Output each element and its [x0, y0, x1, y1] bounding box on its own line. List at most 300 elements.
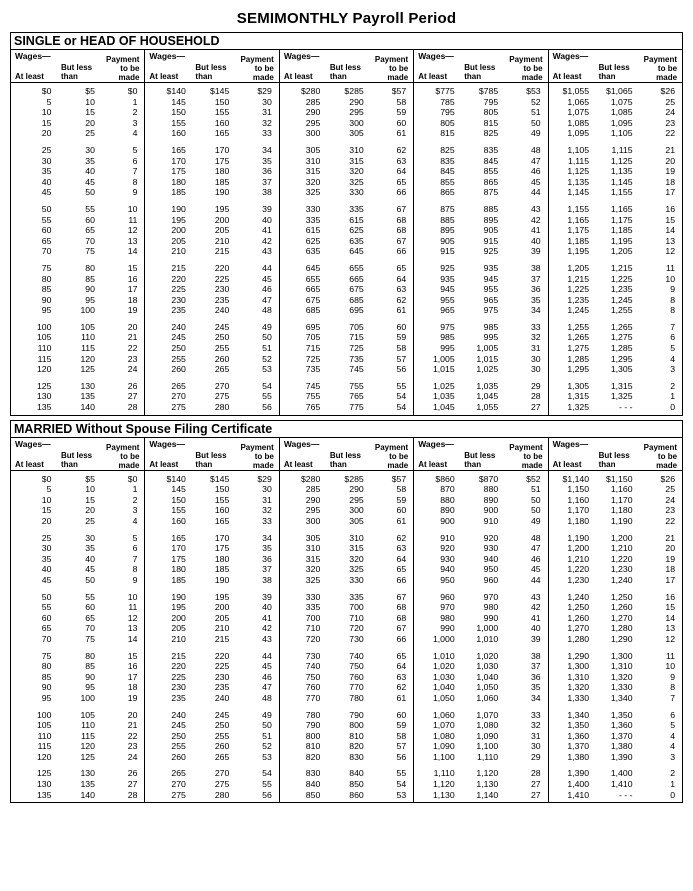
cell-at-least: 1,360: [567, 730, 590, 741]
cell-but-less-than: 280: [214, 402, 230, 413]
cell-at-least: 125: [36, 768, 52, 779]
cell-but-less-than: 200: [214, 214, 230, 225]
table-row: [414, 634, 547, 645]
cell-but-less-than: 945: [483, 273, 499, 284]
cell-but-less-than: $1,150: [605, 473, 633, 484]
cell-at-least: 1,035: [432, 391, 455, 402]
table-row: [549, 187, 682, 198]
cell-but-less-than: 1,115: [611, 144, 633, 155]
cell-but-less-than: 1,235: [610, 284, 633, 295]
cell-but-less-than: 100: [80, 692, 95, 703]
cell-payment: 58: [396, 484, 407, 495]
table-row: [414, 145, 547, 156]
table-row: [549, 731, 682, 742]
cell-at-least: 1,220: [567, 564, 590, 575]
cell-payment: 66: [396, 574, 407, 585]
cell-payment: 20: [665, 543, 676, 554]
table-row: [549, 145, 682, 156]
table-row: [549, 613, 682, 624]
cell-at-least: 205: [171, 623, 186, 634]
table-row: [280, 564, 413, 575]
table-row: [11, 484, 144, 495]
table-row: [145, 128, 278, 139]
table-row: [549, 533, 682, 544]
cell-but-less-than: 230: [214, 284, 230, 295]
cell-but-less-than: 1,070: [476, 709, 499, 720]
but-less-than-label: But less than: [598, 450, 630, 469]
section-married-without-spouse-filing-certificate: [10, 420, 683, 804]
table-row: [11, 145, 144, 156]
cell-at-least: 315: [305, 553, 321, 564]
table-row: [11, 274, 144, 285]
cell-payment: 62: [396, 682, 407, 693]
cell-but-less-than: 225: [214, 273, 230, 284]
cell-at-least: 200: [171, 612, 186, 623]
cell-payment: 68: [396, 214, 407, 225]
cell-but-less-than: 105: [80, 321, 95, 332]
cell-payment: 24: [665, 107, 676, 118]
cell-payment: 56: [262, 789, 272, 800]
table-row: [11, 204, 144, 215]
table-row: [549, 391, 682, 402]
wage-bracket-table: [145, 474, 278, 801]
cell-at-least: 40: [41, 564, 52, 575]
cell-payment: $57: [391, 473, 407, 484]
table-row: [280, 533, 413, 544]
cell-but-less-than: 20: [85, 117, 95, 128]
cell-payment: 60: [396, 321, 407, 332]
table-row: [280, 661, 413, 672]
cell-payment: 50: [530, 117, 541, 128]
table-row: [11, 322, 144, 333]
cell-at-least: 805: [440, 117, 455, 128]
cell-but-less-than: 1,215: [610, 262, 633, 273]
table-row: [145, 215, 278, 226]
wage-column: [280, 438, 414, 803]
cell-but-less-than: 740: [349, 650, 364, 661]
cell-payment: 33: [530, 321, 541, 332]
table-row: [11, 661, 144, 672]
table-row: [549, 752, 682, 763]
cell-but-less-than: 890: [483, 494, 499, 505]
table-row: [549, 305, 682, 316]
cell-but-less-than: 90: [85, 671, 95, 682]
cell-but-less-than: 330: [349, 187, 364, 198]
table-row: [145, 720, 278, 731]
cell-at-least: 1,170: [567, 505, 590, 516]
cell-at-least: 1,075: [567, 107, 590, 118]
cell-payment: 67: [396, 623, 407, 634]
cell-but-less-than: 905: [483, 225, 499, 236]
cell-payment: 4: [132, 516, 138, 526]
table-row: [414, 284, 547, 295]
cell-at-least: 750: [305, 671, 321, 682]
cell-at-least: 1,400: [567, 779, 590, 790]
table-row: [549, 177, 682, 188]
cell-at-least: 80: [41, 273, 52, 284]
table-row: [11, 236, 144, 247]
cell-but-less-than: 895: [483, 214, 499, 225]
wage-column: [145, 50, 279, 415]
cell-but-less-than: 95: [85, 294, 95, 305]
cell-payment: 42: [262, 623, 272, 634]
cell-but-less-than: 195: [214, 591, 230, 602]
cell-at-least: 1,090: [432, 741, 455, 752]
cell-at-least: 815: [440, 128, 455, 139]
wage-bracket-table: [11, 86, 144, 413]
cell-at-least: 1,240: [567, 591, 590, 602]
table-row: [414, 516, 547, 527]
cell-at-least: 275: [171, 789, 186, 800]
cell-at-least: 835: [440, 155, 455, 166]
cell-but-less-than: 45: [85, 564, 95, 575]
cell-at-least: 625: [305, 235, 321, 246]
table-row: [280, 543, 413, 554]
cell-but-less-than: 240: [214, 692, 230, 703]
cell-payment: 65: [396, 564, 407, 575]
cell-but-less-than: $145: [210, 473, 230, 484]
cell-at-least: 745: [305, 380, 321, 391]
table-row: [280, 474, 413, 485]
table-row: [414, 790, 547, 801]
cell-payment: 49: [262, 709, 272, 720]
cell-at-least: 1,115: [567, 155, 590, 166]
table-row: [414, 741, 547, 752]
cell-at-least: 130: [36, 391, 52, 402]
cell-payment: 52: [530, 96, 541, 107]
cell-payment: 40: [262, 602, 272, 613]
table-row: [145, 236, 278, 247]
cell-but-less-than: 1,030: [476, 661, 499, 672]
cell-payment: 14: [127, 633, 138, 644]
cell-but-less-than: 225: [214, 661, 230, 672]
cell-but-less-than: 75: [85, 246, 95, 257]
table-row: [414, 364, 547, 375]
cell-payment: 16: [127, 273, 138, 284]
cell-at-least: 190: [171, 203, 186, 214]
wages-label: Wages—: [15, 51, 51, 61]
cell-at-least: 105: [36, 332, 52, 343]
cell-at-least: 1,060: [432, 709, 455, 720]
cell-payment: 58: [396, 343, 407, 354]
table-row: [145, 118, 278, 129]
cell-payment: 60: [396, 505, 407, 516]
table-row: [280, 634, 413, 645]
cell-but-less-than: 760: [349, 671, 364, 682]
cell-but-less-than: 1,165: [610, 203, 633, 214]
wage-bracket-table: [11, 474, 144, 801]
table-row: [414, 554, 547, 565]
cell-at-least: 145: [171, 484, 186, 495]
cell-at-least: 325: [305, 187, 321, 198]
cell-at-least: 25: [41, 144, 52, 155]
cell-but-less-than: 220: [214, 650, 230, 661]
table-row: [280, 156, 413, 167]
cell-at-least: 70: [41, 633, 52, 644]
cell-payment: 32: [530, 332, 541, 343]
cell-at-least: 210: [171, 246, 186, 257]
cell-but-less-than: 1,155: [610, 187, 633, 198]
cell-payment: 64: [396, 661, 407, 672]
cell-payment: 48: [262, 692, 272, 703]
cell-payment: 0: [670, 789, 676, 800]
cell-at-least: 1,150: [567, 484, 590, 495]
table-row: [11, 693, 144, 704]
cell-payment: 57: [396, 741, 407, 752]
table-row: [280, 484, 413, 495]
cell-at-least: 720: [305, 633, 321, 644]
cell-payment: 56: [262, 402, 272, 413]
cell-at-least: 705: [305, 332, 321, 343]
cell-payment: 7: [670, 692, 676, 703]
table-row: [549, 741, 682, 752]
cell-payment: 54: [262, 768, 272, 779]
table-row: [549, 661, 682, 672]
cell-but-less-than: 655: [349, 262, 364, 273]
cell-payment: 45: [530, 564, 541, 575]
wages-label: Wages—: [149, 51, 185, 61]
cell-at-least: 1,125: [567, 166, 590, 177]
cell-at-least: 115: [37, 353, 52, 364]
cell-at-least: $860: [435, 473, 455, 484]
cell-payment: 63: [396, 543, 407, 554]
cell-payment: 59: [396, 107, 407, 118]
cell-but-less-than: 730: [349, 633, 364, 644]
cell-but-less-than: 160: [214, 117, 230, 128]
table-row: [549, 263, 682, 274]
table-row: [414, 118, 547, 129]
cell-at-least: 950: [440, 574, 455, 585]
at-least-label: At least: [149, 459, 179, 469]
table-row: [11, 474, 144, 485]
cell-but-less-than: 95: [85, 682, 95, 693]
cell-at-least: 255: [171, 741, 186, 752]
table-row: [280, 752, 413, 763]
cell-payment: 55: [262, 779, 272, 790]
table-row: [145, 779, 278, 790]
cell-but-less-than: 85: [85, 273, 95, 284]
cell-payment: 12: [665, 246, 676, 257]
cell-payment: 68: [396, 602, 407, 613]
cell-at-least: 1,045: [432, 402, 455, 413]
cell-payment: 3: [132, 117, 138, 128]
cell-payment: 21: [665, 144, 676, 155]
table-row: [11, 634, 144, 645]
table-row: [414, 263, 547, 274]
cell-but-less-than: 950: [483, 564, 499, 575]
column-header: [11, 50, 144, 83]
cell-payment: 15: [665, 602, 676, 613]
cell-but-less-than: 930: [483, 543, 499, 554]
cell-at-least: 295: [305, 117, 321, 128]
table-row: [280, 402, 413, 413]
cell-payment: 9: [132, 187, 138, 198]
cell-at-least: $775: [435, 86, 455, 96]
table-row: [145, 225, 278, 236]
cell-payment: 37: [262, 176, 272, 187]
cell-payment: 42: [530, 602, 541, 613]
cell-but-less-than: 1,105: [610, 128, 633, 139]
cell-payment: 36: [530, 284, 541, 295]
cell-payment: 18: [665, 564, 676, 575]
cell-at-least: 1,330: [567, 692, 590, 703]
cell-payment: 38: [530, 650, 541, 661]
cell-at-least: 200: [171, 225, 186, 236]
cell-at-least: 20: [41, 516, 52, 526]
cell-payment: 20: [127, 709, 138, 720]
cell-but-less-than: 260: [214, 353, 230, 364]
cell-but-less-than: 1,360: [610, 720, 633, 731]
cell-payment: 23: [665, 505, 676, 516]
cell-payment: 21: [127, 332, 138, 343]
table-row: [145, 516, 278, 527]
table-row: [549, 592, 682, 603]
cell-at-least: 1,215: [567, 273, 590, 284]
table-row: [145, 332, 278, 343]
cell-but-less-than: 685: [349, 294, 364, 305]
cell-at-least: 95: [41, 692, 52, 703]
cell-but-less-than: 935: [483, 262, 499, 273]
table-row: [280, 107, 413, 118]
cell-at-least: 105: [36, 720, 52, 731]
cell-payment: 43: [262, 246, 272, 257]
cell-at-least: 225: [171, 284, 186, 295]
table-row: [145, 177, 278, 188]
table-row: [549, 779, 682, 790]
cell-at-least: 980: [440, 612, 455, 623]
cell-but-less-than: 1,000: [476, 623, 499, 634]
cell-but-less-than: 35: [85, 155, 95, 166]
cell-payment: 12: [127, 612, 138, 623]
cell-at-least: 845: [440, 166, 455, 177]
cell-payment: 30: [530, 364, 541, 375]
cell-payment: $29: [257, 86, 272, 96]
table-row: [280, 145, 413, 156]
cell-at-least: 910: [440, 532, 455, 543]
cell-but-less-than: $785: [478, 86, 499, 96]
cell-payment: 59: [396, 332, 407, 343]
cell-payment: 17: [665, 574, 676, 585]
cell-at-least: 205: [171, 235, 186, 246]
cell-but-less-than: 700: [349, 602, 364, 613]
cell-but-less-than: 70: [85, 623, 95, 634]
cell-but-less-than: 305: [349, 128, 364, 139]
wage-bracket-table: [549, 474, 682, 801]
cell-payment: $26: [660, 86, 676, 96]
cell-at-least: 220: [171, 273, 186, 284]
cell-at-least: 1,020: [432, 661, 455, 672]
table-row: [280, 263, 413, 274]
at-least-label: At least: [15, 72, 44, 81]
cell-at-least: 35: [41, 553, 52, 564]
cell-but-less-than: 30: [85, 532, 95, 543]
cell-payment: 43: [530, 203, 541, 214]
table-row: [414, 710, 547, 721]
table-row: [280, 118, 413, 129]
table-row: [414, 661, 547, 672]
section-married-columns: [11, 438, 682, 803]
cell-but-less-than: 80: [85, 262, 95, 273]
cell-at-least: 1,300: [567, 661, 590, 672]
cell-but-less-than: 1,010: [476, 633, 499, 644]
cell-payment: 45: [262, 661, 272, 672]
table-row: [549, 564, 682, 575]
cell-payment: 4: [670, 730, 676, 741]
cell-but-less-than: 1,280: [610, 623, 633, 634]
cell-payment: 29: [530, 380, 541, 391]
table-row: [11, 623, 144, 634]
table-row: [145, 381, 278, 392]
cell-payment: 38: [262, 187, 272, 198]
cell-at-least: 215: [171, 650, 186, 661]
cell-payment: 67: [396, 203, 407, 214]
table-row: [414, 381, 547, 392]
column-body: [145, 471, 278, 803]
cell-but-less-than: 970: [483, 591, 499, 602]
cell-at-least: 730: [305, 650, 321, 661]
cell-payment: 24: [665, 494, 676, 505]
cell-at-least: 55: [41, 214, 52, 225]
table-row: [11, 97, 144, 108]
table-row: [145, 204, 278, 215]
cell-payment: 30: [262, 484, 272, 495]
cell-at-least: 10: [41, 494, 52, 505]
table-row: [145, 354, 278, 365]
cell-but-less-than: 110: [81, 720, 95, 731]
table-row: [11, 391, 144, 402]
cell-at-least: 820: [305, 751, 321, 762]
cell-at-least: 710: [305, 623, 321, 634]
cell-at-least: 120: [36, 751, 52, 762]
cell-but-less-than: 230: [214, 671, 230, 682]
cell-payment: 16: [665, 203, 676, 214]
at-least-label: At least: [418, 459, 448, 469]
cell-payment: 20: [127, 321, 138, 332]
cell-but-less-than: 90: [85, 284, 95, 295]
cell-at-least: 1,320: [567, 682, 590, 693]
cell-payment: 51: [262, 730, 272, 741]
cell-at-least: 325: [305, 574, 321, 585]
cell-at-least: 665: [305, 284, 321, 295]
cell-but-less-than: 215: [214, 246, 230, 257]
cell-at-least: 155: [171, 117, 186, 128]
table-row: [280, 166, 413, 177]
table-row: [414, 484, 547, 495]
cell-payment: 67: [396, 235, 407, 246]
table-row: [280, 381, 413, 392]
cell-at-least: 1,005: [432, 353, 455, 364]
cell-at-least: 1,050: [432, 692, 455, 703]
cell-at-least: 970: [440, 602, 455, 613]
payment-label: Payment to be made: [643, 442, 678, 470]
cell-payment: 1: [670, 391, 676, 402]
cell-but-less-than: 910: [483, 516, 499, 526]
cell-at-least: 990: [440, 623, 455, 634]
cell-payment: 18: [127, 682, 138, 693]
cell-but-less-than: 105: [80, 709, 95, 720]
cell-at-least: 305: [305, 532, 321, 543]
table-row: [414, 495, 547, 506]
cell-payment: 20: [665, 155, 676, 166]
cell-at-least: 1,250: [567, 602, 590, 613]
cell-at-least: 1,130: [432, 789, 455, 800]
cell-payment: 38: [262, 574, 272, 585]
table-row: [414, 623, 547, 634]
cell-at-least: 150: [171, 107, 186, 118]
cell-at-least: 240: [171, 709, 186, 720]
cell-at-least: 135: [36, 789, 52, 800]
table-row: [549, 322, 682, 333]
